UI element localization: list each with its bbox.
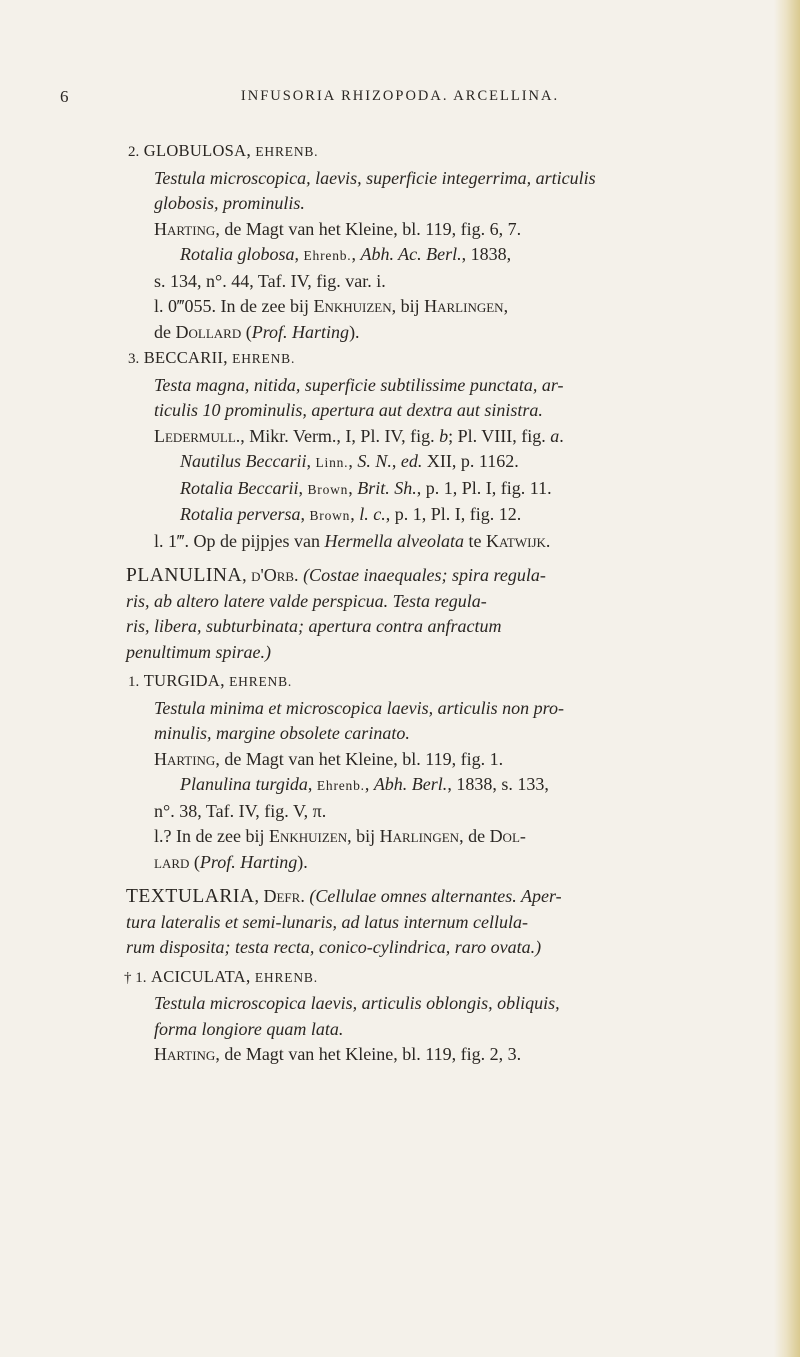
diagnosis-line: Testula microscopica laevis, articulis oblongis, obliquis, <box>154 993 560 1013</box>
page-number: 6 <box>60 87 70 106</box>
page-edge-shading <box>774 0 800 1357</box>
species-entry-beccarii <box>128 345 740 554</box>
entry-heading: 1. TURGIDA, EHRENB. <box>128 670 293 690</box>
locality-line: l. 0‴055. In de zee bij Enkhuizen, bij Harlingen, <box>154 296 509 316</box>
species-entry-turgida <box>128 668 740 875</box>
genus-entry-planulina <box>126 563 740 665</box>
reference-line: s. 134, n°. 44, Taf. IV, fig. var. i. <box>154 270 386 291</box>
reference-line: Rotalia globosa, Ehrenb., Abh. Ac. Berl., 1838, <box>180 244 512 264</box>
reference-line: n°. 38, Taf. IV, fig. V, π. <box>154 800 327 821</box>
locality-line: l.? In de zee bij Enkhuizen, bij Harlingen, de Dol- <box>154 826 526 846</box>
reference-line: Harting, de Magt van het Kleine, bl. 119, fig. 1. <box>154 748 504 769</box>
locality-line: de Dollard (Prof. Harting). <box>154 321 360 342</box>
genus-entry-textularia <box>126 884 740 961</box>
diagnosis-line: Testula minima et microscopica laevis, articulis non pro- <box>154 697 564 718</box>
entry-heading: † 1. ACICULATA, EHRENB. <box>124 965 318 986</box>
locality-line: lard (Prof. Harting). <box>154 851 308 872</box>
genus-diagnosis-line: rum disposita; testa recta, conico-cylindrica, raro ovata.) <box>126 937 542 957</box>
locality-line: l. 1‴. Op de pijpjes van Hermella alveolata te Katwijk. <box>154 530 551 551</box>
reference-line: Harting, de Magt van het Kleine, bl. 119, fig. 2, 3. <box>154 1044 522 1064</box>
diagnosis-line: Testa magna, nitida, superficie subtilissime punctata, ar- <box>154 374 564 395</box>
reference-line: Harting, de Magt van het Kleine, bl. 119, fig. 6, 7. <box>154 218 522 239</box>
reference-line: Planulina turgida, Ehrenb., Abh. Berl., 1838, s. 133, <box>180 774 549 794</box>
reference-line: Rotalia Beccarii, Brown, Brit. Sh., p. 1, Pl. I, fig. 11. <box>180 477 552 498</box>
reference-line: Nautilus Beccarii, Linn., S. N., ed. XII, p. 1162. <box>180 451 519 471</box>
diagnosis-line: minulis, margine obsolete carinato. <box>154 723 410 743</box>
entry-heading: 2. GLOBULOSA, EHRENB. <box>128 140 319 160</box>
diagnosis-line: ticulis 10 prominulis, apertura aut dextra aut sinistra. <box>154 400 543 420</box>
reference-line: Rotalia perversa, Brown, l. c., p. 1, Pl. I, fig. 12. <box>180 504 522 524</box>
reference-line: Ledermull., Mikr. Verm., I, Pl. IV, fig. b; Pl. VIII, fig. a. <box>154 425 564 446</box>
species-entry-globulosa <box>128 138 740 345</box>
genus-heading: PLANULINA, d'Orb. (Costae inaequales; spira regula- <box>126 565 546 586</box>
genus-diagnosis-line: tura lateralis et semi-lunaris, ad latus internum cellula- <box>126 911 528 932</box>
genus-diagnosis-line: ris, libera, subturbinata; apertura contra anfractum <box>126 616 502 636</box>
genus-diagnosis-line: penultimum spirae.) <box>126 641 271 662</box>
diagnosis-line: forma longiore quam lata. <box>154 1018 344 1039</box>
running-title: INFUSORIA RHIZOPODA. ARCELLINA. <box>240 88 560 104</box>
genus-heading: TEXTULARIA, Defr. (Cellulae omnes alternantes. Aper- <box>126 886 562 907</box>
page-header <box>0 87 800 117</box>
page-body <box>124 138 740 1068</box>
entry-heading: 3. BECCARII, EHRENB. <box>128 347 296 367</box>
species-entry-aciculata <box>124 964 740 1068</box>
genus-diagnosis-line: ris, ab altero latere valde perspicua. Testa regula- <box>126 590 487 611</box>
diagnosis-line: Testula microscopica, laevis, superficie integerrima, articulis <box>154 167 596 188</box>
diagnosis-line: globosis, prominulis. <box>154 193 305 213</box>
